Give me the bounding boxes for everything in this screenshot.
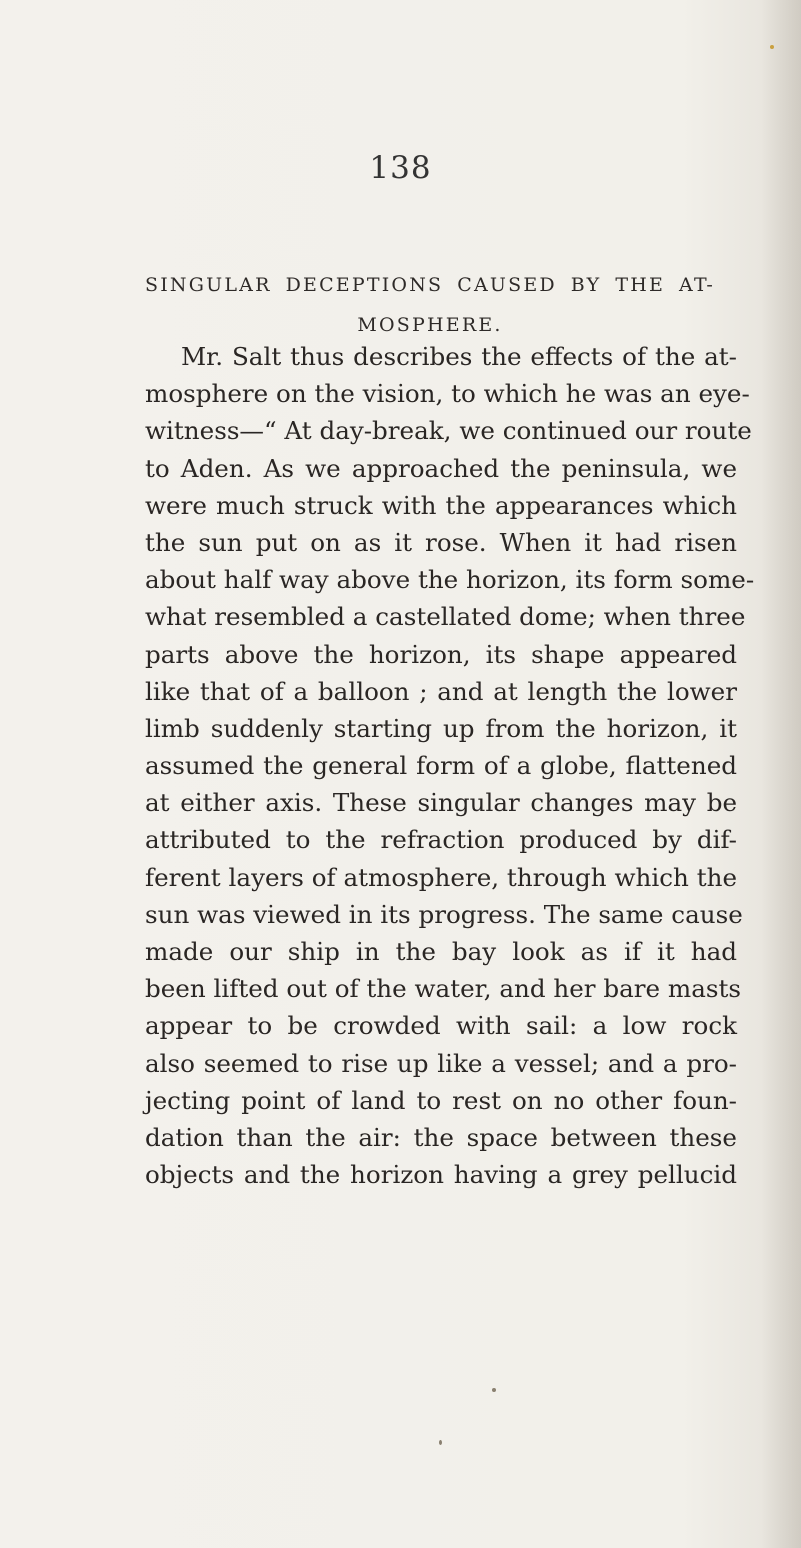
text-line: objects and the horizon having a grey pellucid <box>145 1160 737 1190</box>
text-line: mosphere on the vision, to which he was an eye- <box>145 379 750 409</box>
paper-speck <box>439 1440 442 1445</box>
text-line: also seemed to rise up like a vessel; and a pro- <box>145 1048 737 1078</box>
heading-line-2: MOSPHERE. <box>357 314 503 336</box>
text-line: attributed to the refraction produced by dif- <box>145 825 737 855</box>
text-line: like that of a balloon ; and at length the lower <box>145 676 737 706</box>
paper-speck <box>492 1388 496 1392</box>
text-line: limb suddenly starting up from the horizon, it <box>145 713 737 743</box>
text-line: about half way above the horizon, its form some- <box>145 565 755 595</box>
text-line: dation than the air: the space between these <box>145 1122 737 1152</box>
text-line: to Aden. As we approached the peninsula, we <box>145 453 737 483</box>
paper-speck <box>770 45 774 49</box>
text-line: witness—“ At day-break, we continued our route <box>145 416 752 446</box>
text-line: what resembled a castellated dome; when three <box>145 602 746 632</box>
text-line: made our ship in the bay look as if it had <box>145 937 737 966</box>
text-line: the sun put on as it rose. When it had risen <box>145 527 737 557</box>
text-line: assumed the general form of a globe, flattened <box>145 751 737 781</box>
text-line: parts above the horizon, its shape appeared <box>145 639 737 669</box>
text-line: jecting point of land to rest on no other foun- <box>145 1085 737 1115</box>
section-heading <box>145 265 715 345</box>
text-line: sun was viewed in its progress. The same cause <box>145 899 743 929</box>
text-line: Mr. Salt thus describes the effects of the at- <box>181 342 737 371</box>
text-line: been lifted out of the water, and her bare masts <box>145 974 742 1004</box>
heading-line-1: SINGULAR DECEPTIONS CAUSED BY THE AT- <box>145 274 715 296</box>
page-edge-shadow <box>761 0 801 1548</box>
text-line: at either axis. These singular changes may be <box>145 788 737 818</box>
text-line: ferent layers of atmosphere, through which the <box>145 862 737 892</box>
text-line: appear to be crowded with sail: a low rock <box>145 1011 737 1041</box>
text-line: were much struck with the appearances which <box>145 490 737 520</box>
body-paragraph <box>145 338 755 1193</box>
page-number: 138 <box>369 150 432 186</box>
